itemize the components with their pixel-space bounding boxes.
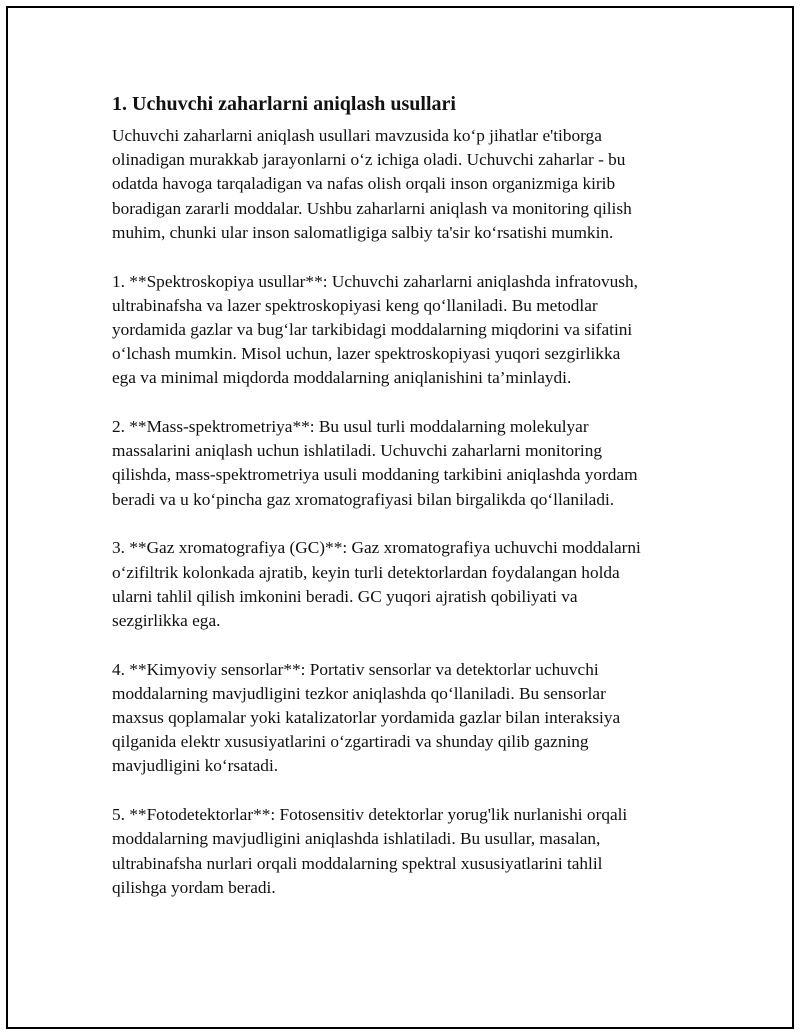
text-line: olinadigan murakkab jarayonlarni o‘z ichiga oladi. Uchuvchi zaharlar - bu: [112, 150, 626, 170]
text-line: 5. **Fotodetektorlar**: Fotosensitiv detektorlar yorug'lik nurlanishi orqali: [112, 805, 628, 825]
text-line: ularni tahlil qilish imkonini beradi. GC yuqori ajratish qobiliyati va: [112, 586, 578, 606]
document-title: 1. Uchuvchi zaharlarni aniqlash usullari: [112, 93, 456, 115]
text-line: yordamida gazlar va bug‘lar tarkibidagi moddalarning miqdorini va sifatini: [112, 319, 633, 339]
text-line: 1. **Spektroskopiya usullar**: Uchuvchi zaharlarni aniqlashda infratovush,: [112, 271, 638, 291]
text-line: maxsus qoplamalar yoki katalizatorlar yordamida gazlar bilan interaksiya: [112, 708, 621, 728]
list-item-spectroscopy: [112, 270, 702, 391]
list-item-mass-spectrometry: [112, 415, 702, 512]
text-line: qilishda, mass-spektrometriya usuli moddaning tarkibini aniqlashda yordam: [112, 465, 638, 485]
text-line: Uchuvchi zaharlarni aniqlash usullari mavzusida ko‘p jihatlar e'tiborga: [112, 126, 602, 145]
text-line: qilishga yordam beradi.: [112, 877, 276, 897]
text-line: sezgirlikka ega.: [112, 610, 221, 630]
text-line: moddalarning mavjudligini aniqlashda ishlatiladi. Bu usullar, masalan,: [112, 829, 601, 849]
list-item-photodetectors: [112, 803, 702, 900]
intro-paragraph: [112, 124, 702, 245]
text-line: 2. **Mass-spektrometriya**: Bu usul turli moddalarning molekulyar: [112, 417, 589, 437]
text-line: o‘zifiltrik kolonkada ajratib, keyin turli detektorlardan foydalangan holda: [112, 562, 620, 582]
text-line: 3. **Gaz xromatografiya (GC)**: Gaz xromatografiya uchuvchi moddalarni: [112, 538, 641, 558]
text-line: qilganida elektr xususiyatlarini o‘zgartiradi va shunday qilib gazning: [112, 732, 589, 752]
list-item-chemical-sensors: [112, 658, 702, 779]
text-line: ultrabinafsha va lazer spektroskopiyasi keng qo‘llaniladi. Bu metodlar: [112, 295, 598, 315]
document-body: [112, 84, 702, 924]
text-line: massalarini aniqlash uchun ishlatiladi. Uchuvchi zaharlarni monitoring: [112, 441, 602, 461]
list-item-gas-chromatography: [112, 536, 702, 633]
text-line: ultrabinafsha nurlari orqali moddalarning spektral xususiyatlarini tahlil: [112, 853, 603, 873]
text-line: ega va minimal miqdorda moddalarning aniqlanishini ta’minlaydi.: [112, 368, 572, 388]
text-line: o‘lchash mumkin. Misol uchun, lazer spektroskopiyasi yuqori sezgirlikka: [112, 344, 621, 364]
text-line: muhim, chunki ular inson salomatligiga salbiy ta'sir ko‘rsatishi mumkin.: [112, 222, 614, 242]
text-line: 4. **Kimyoviy sensorlar**: Portativ sensorlar va detektorlar uchuvchi: [112, 659, 599, 679]
text-line: mavjudligini ko‘rsatadi.: [112, 756, 279, 776]
text-line: boradigan zararli moddalar. Ushbu zaharlarni aniqlash va monitoring qilish: [112, 198, 632, 218]
text-line: beradi va u ko‘pincha gaz xromatografiyasi bilan birgalikda qo‘llaniladi.: [112, 489, 615, 509]
text-line: odatda havoga tarqaladigan va nafas olish orqali inson organizmiga kirib: [112, 174, 616, 194]
text-line: moddalarning mavjudligini tezkor aniqlashda qo‘llaniladi. Bu sensorlar: [112, 683, 606, 703]
